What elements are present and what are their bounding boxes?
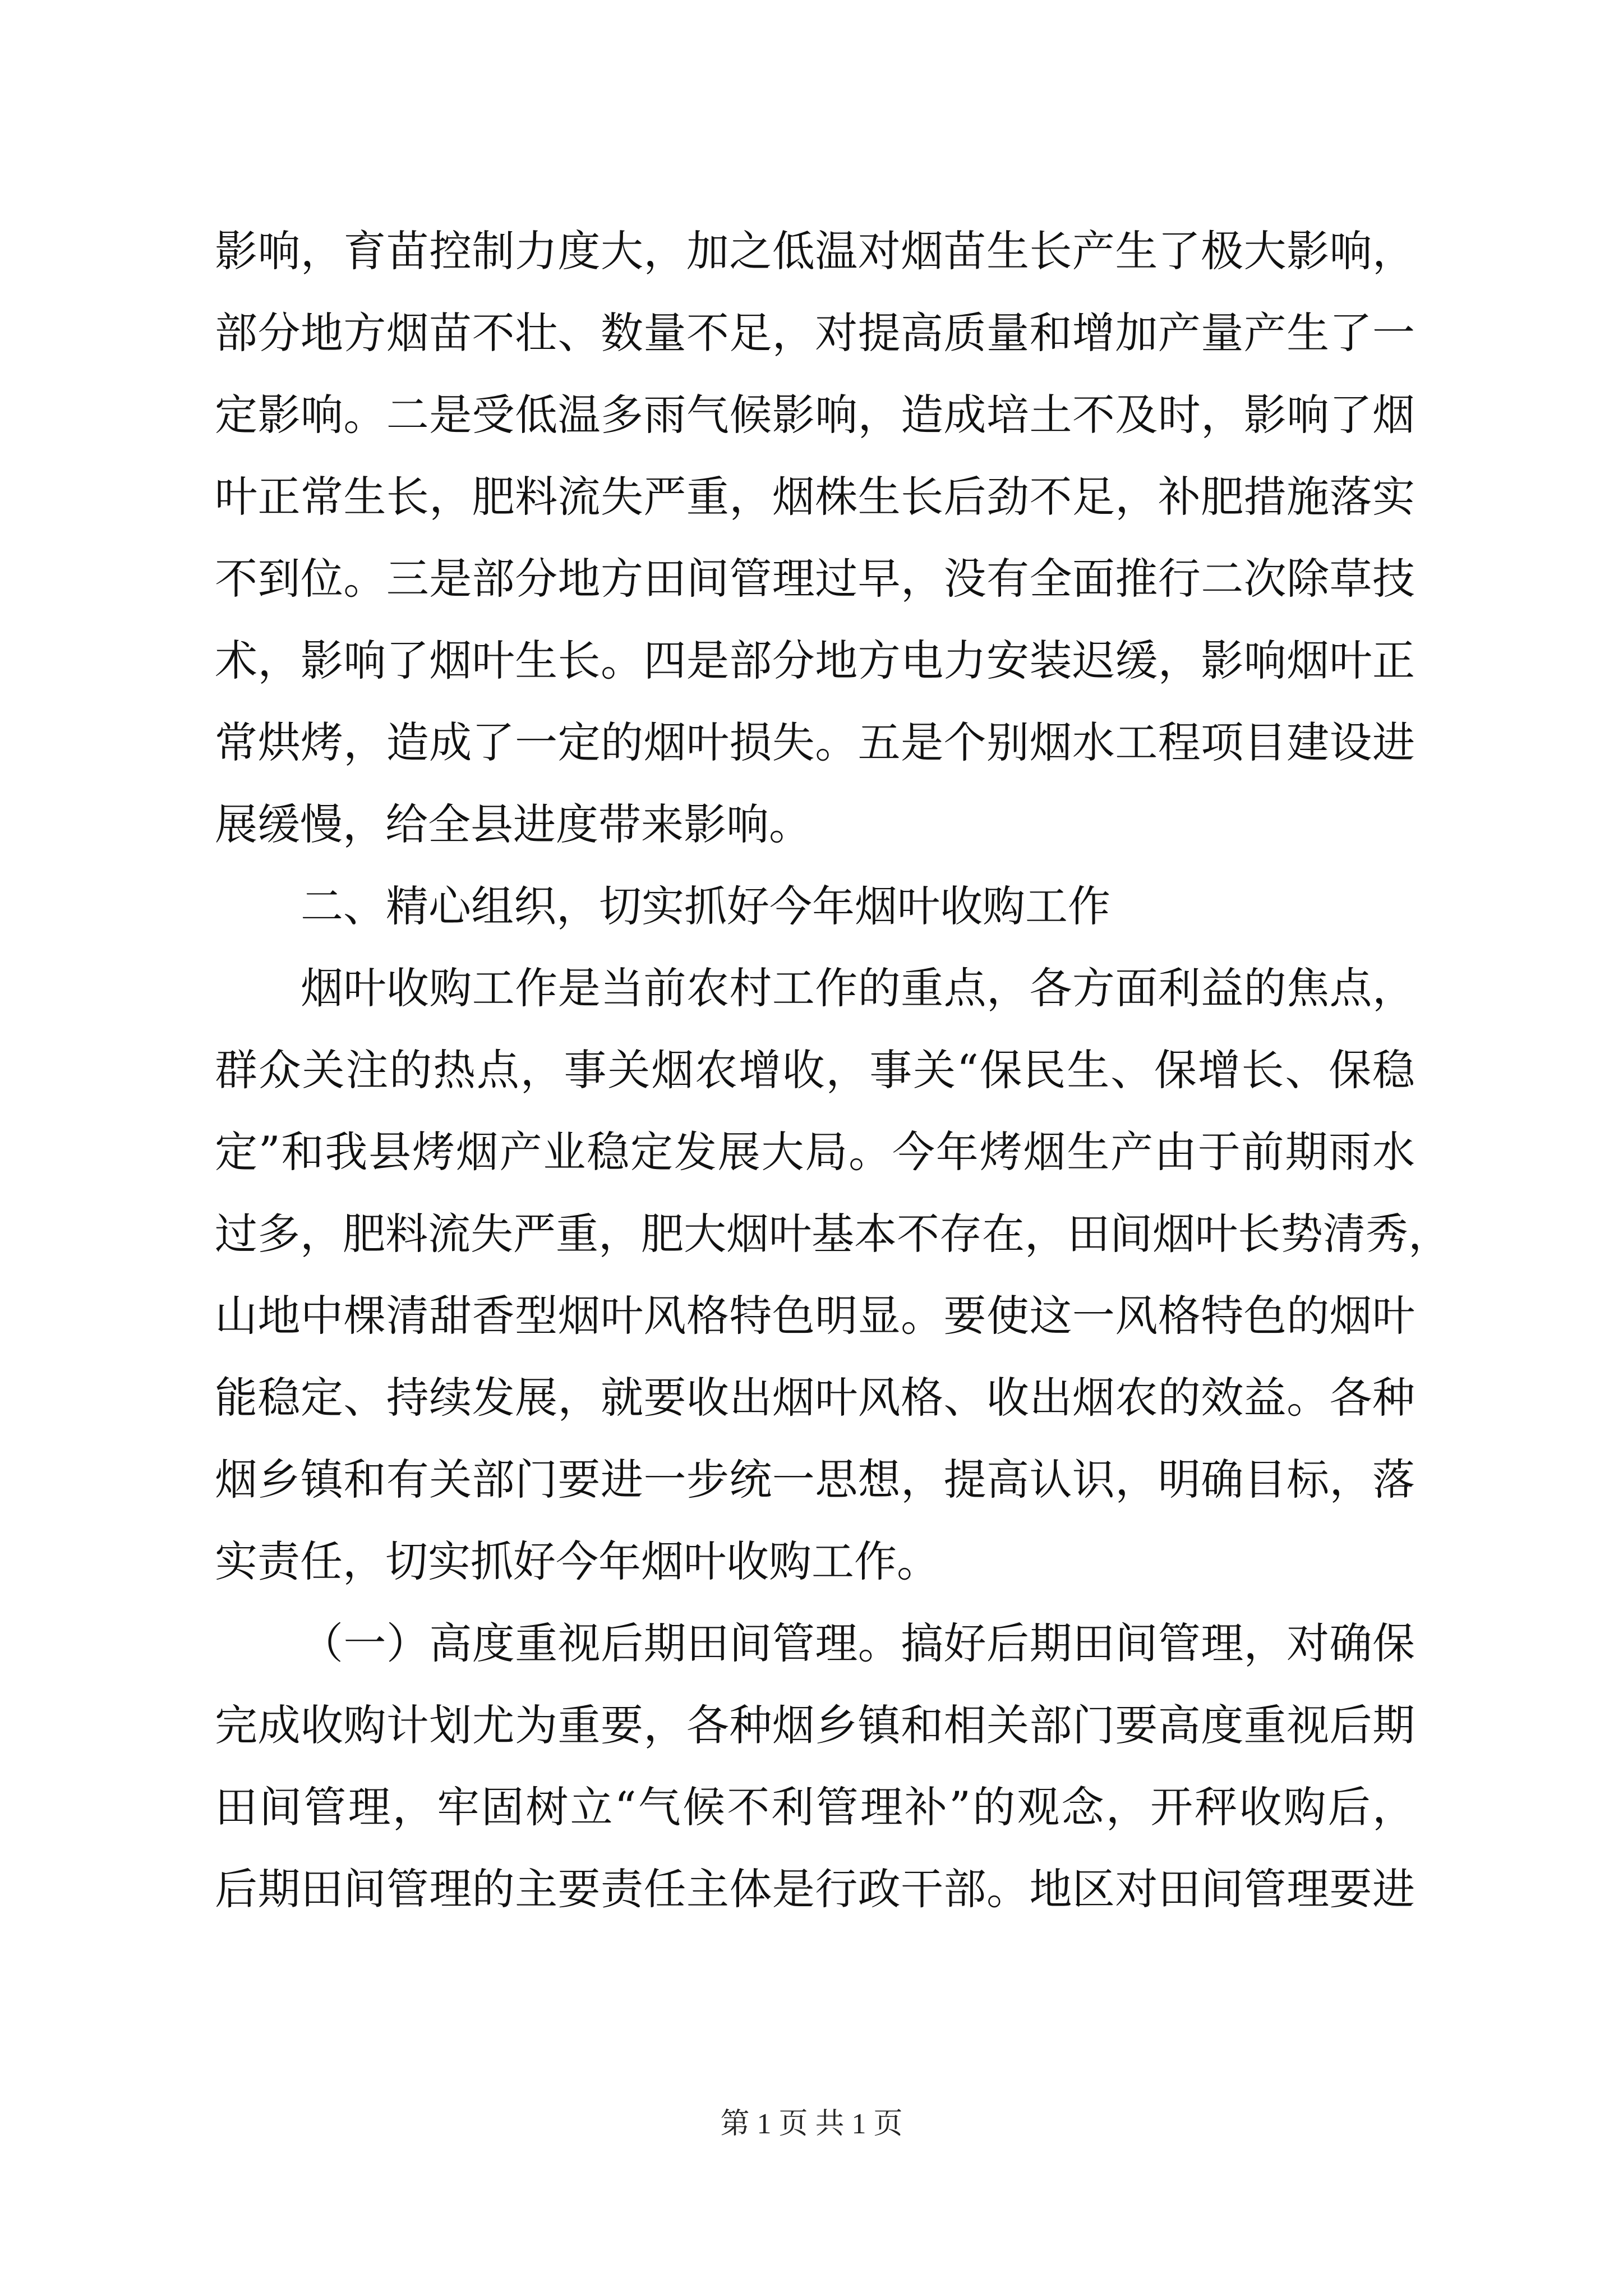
text-line: 烟乡镇和有关部门要进一步统一思想，提高认识，明确目标，落 [215,1455,1415,1504]
text-line: 山地中棵清甜香型烟叶风格特色明显。要使这一风格特色的烟叶 [215,1291,1415,1341]
text-line: 术，影响了烟叶生长。四是部分地方电力安装迟缓，影响烟叶正 [215,636,1415,685]
text-line: 能稳定、持续发展，就要收出烟叶风格、收出烟农的效益。各种 [215,1373,1415,1423]
text-line: 影响，育苗控制力度大，加之低温对烟苗生长产生了极大影响， [215,226,1415,276]
text-line: 定影响。二是受低温多雨气候影响，造成培土不及时，影响了烟 [215,390,1415,440]
section-heading: 二、精心组织，切实抓好今年烟叶收购工作 [301,881,1110,931]
text-line: 实责任，切实抓好今年烟叶收购工作。 [215,1536,939,1586]
text-line: 常烘烤，造成了一定的烟叶损失。五是个别烟水工程项目建设进 [215,717,1415,767]
text-line: 不到位。三是部分地方田间管理过早，没有全面推行二次除草技 [215,554,1415,604]
text-line: 田间管理，牢固树立“气候不利管理补”的观念，开秤收购后， [215,1782,1415,1832]
text-line: 完成收购计划尤为重要，各种烟乡镇和相关部门要高度重视后期 [215,1700,1415,1750]
text-line: 烟叶收购工作是当前农村工作的重点，各方面利益的焦点， [301,963,1415,1013]
text-line: 展缓慢，给全县进度带来影响。 [215,799,811,849]
text-line: 过多，肥料流失严重，肥大烟叶基本不存在，田间烟叶长势清秀， [215,1209,1451,1259]
text-line: 群众关注的热点，事关烟农增收，事关“保民生、保增长、保稳 [215,1045,1415,1095]
text-line: 部分地方烟苗不壮、数量不足，对提高质量和增加产量产生了一 [215,308,1415,358]
text-line: 叶正常生长，肥料流失严重，烟株生长后劲不足，补肥措施落实 [215,472,1415,522]
text-line: 定”和我县烤烟产业稳定发展大局。今年烤烟生产由于前期雨水 [215,1127,1415,1177]
text-line: 后期田间管理的主要责任主体是行政干部。地区对田间管理要进 [215,1864,1415,1914]
page-number-footer: 第 1 页 共 1 页 [720,2108,903,2140]
subsection-heading-line: （一）高度重视后期田间管理。搞好后期田间管理，对确保 [301,1618,1415,1668]
